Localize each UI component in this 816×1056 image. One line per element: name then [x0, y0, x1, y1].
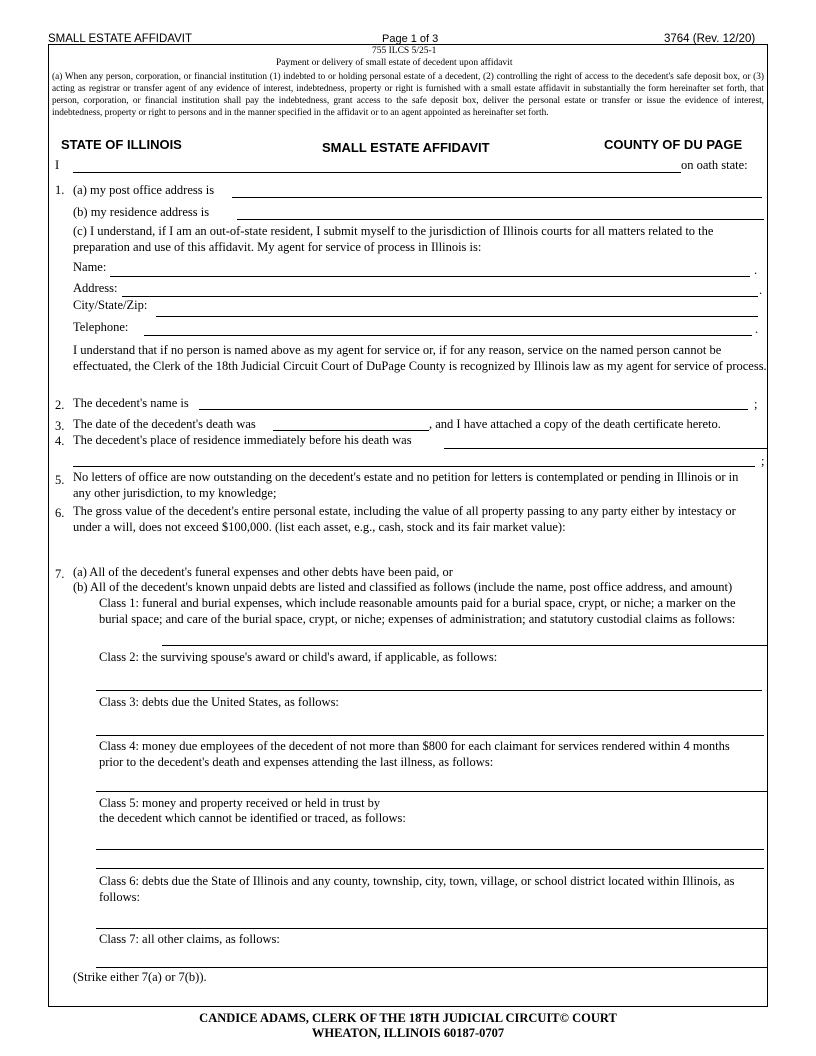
death-certificate-statement: , and I have attached a copy of the death certificate hereto.: [429, 417, 721, 431]
residence-at-death-field[interactable]: [444, 448, 768, 449]
agent-address-period: .: [759, 283, 763, 297]
intro-text: (a) When any person, corporation, or financial institution (1) indebted to or holding personal estate of a decedent, (2) controlling the right of access to the decedent's safe deposit box, or (3) acting as registrar or transfer agent of any evidence of interest, indebtedness, property or right is furnished with a small estate affidavit in substantially the form hereinafter set forth, that person, corporation, or financial institution shall pay the indebtedness, grant access to the safe deposit box, deliver the personal estate or transfer or issue the evidence of interest, indebtedness, property or right to persons and in the manner specified in the affidavit or to an agent appointed as hereinafter set forth.: [52, 72, 764, 118]
death-date-label: The date of the decedent's death was: [73, 417, 256, 431]
class-3-label: Class 3: debts due the United States, as follows:: [99, 695, 339, 709]
class-5-field-2[interactable]: [96, 868, 764, 869]
out-of-state-statement: (c) I understand, if I am an out-of-state resident, I submit myself to the jurisdiction of Illinois courts for all matters related to the preparation and use of this affidavit. My agent for service of process in Illinois is:: [73, 224, 714, 254]
decedent-name-field[interactable]: [199, 409, 748, 410]
class-5-label: Class 5: money and property received or held in trust by: [99, 796, 381, 810]
item-2-semicolon: ;: [754, 397, 758, 411]
agent-name-label: Name:: [73, 260, 107, 274]
agent-name-period: .: [754, 263, 758, 277]
form-subtitle: Payment or delivery of small estate of decedent upon affidavit: [276, 58, 513, 68]
residence-address-label: (b) my residence address is: [73, 205, 210, 219]
class-6-label: Class 6: debts due the State of Illinois and any county, township, city, town, village, or school district located within Illinois, as follows:: [99, 874, 735, 904]
class-3-field[interactable]: [96, 735, 764, 736]
footer-address: WHEATON, ILLINOIS 60187-0707: [311, 1026, 505, 1040]
form-title: SMALL ESTATE AFFIDAVIT: [48, 33, 192, 45]
statute-citation: 755 ILCS 5/25-1: [372, 46, 437, 56]
class-7-field[interactable]: [96, 967, 768, 968]
decedent-name-label: The decedent's name is: [73, 396, 189, 410]
affiant-name-field[interactable]: [73, 172, 681, 173]
item-2-number: 2.: [55, 398, 65, 412]
agent-address-field[interactable]: [122, 296, 758, 297]
affidavit-heading: SMALL ESTATE AFFIDAVIT: [322, 140, 490, 155]
oath-prefix: I: [55, 158, 60, 172]
class-7-label: Class 7: all other claims, as follows:: [99, 932, 280, 946]
oath-suffix: on oath state:: [681, 158, 748, 172]
no-letters-statement: No letters of office are now outstanding on the decedent's estate and no petition for letters is contemplated or pending in Illinois or in any other jurisdiction, to my knowledge;: [73, 470, 739, 500]
agent-understanding-statement: I understand that if no person is named above as my agent for service or, if for any reason, service on the named person cannot be effectuated, the Clerk of the 18th Judicial Circuit Court of DuPage County is recognized by Illinois law as my agent for service of process.: [73, 343, 767, 373]
state-caption: STATE OF ILLINOIS: [61, 137, 182, 152]
agent-city-state-zip-field[interactable]: [156, 316, 758, 317]
class-6-field[interactable]: [96, 928, 768, 929]
footer-clerk: CANDICE ADAMS, CLERK OF THE 18TH JUDICIAL CIRCUIT© COURT: [199, 1011, 617, 1025]
class-1-field[interactable]: [162, 645, 768, 646]
residence-address-field[interactable]: [237, 219, 764, 220]
agent-telephone-label: Telephone:: [73, 320, 129, 334]
county-caption: COUNTY OF DU PAGE: [604, 137, 743, 152]
post-office-address-label: (a) my post office address is: [73, 183, 215, 197]
gross-value-statement: The gross value of the decedent's entire personal estate, including the value of all property passing to any party either by intestacy or under a will, does not exceed $100,000. (list each asset, e.g., cash, stock and its fair market value):: [73, 504, 736, 534]
class-4-label: Class 4: money due employees of the decedent of not more than $800 for each claimant for services rendered within 4 months prior to the decedent's death and expenses attending the last illness, as follows:: [99, 739, 730, 769]
agent-name-field[interactable]: [110, 276, 750, 277]
strike-instruction: (Strike either 7(a) or 7(b)).: [73, 970, 207, 984]
item-3-number: 3.: [55, 419, 65, 433]
agent-telephone-field[interactable]: [144, 335, 752, 336]
class-4-field[interactable]: [96, 791, 768, 792]
debts-paid-option: (a) All of the decedent's funeral expenses and other debts have been paid, or: [73, 565, 453, 579]
item-1-number: 1.: [55, 183, 65, 197]
item-4-number: 4.: [55, 434, 65, 448]
agent-address-label: Address:: [73, 281, 118, 295]
class-1-label: Class 1: funeral and burial expenses, which include reasonable amounts paid for a burial space, crypt, or niche; a marker on the burial space; and care of the burial space, crypt, or niche; expenses of administration; and statutory custodial claims as follows:: [99, 596, 736, 626]
item-5-number: 5.: [55, 473, 65, 487]
residence-at-death-field-2[interactable]: [73, 466, 755, 467]
form-number: 3764 (Rev. 12/20): [664, 33, 756, 45]
class-2-field[interactable]: [96, 690, 762, 691]
agent-telephone-period: .: [755, 322, 759, 336]
class-5-label-continued: the decedent which cannot be identified or traced, as follows:: [99, 811, 406, 825]
class-5-field[interactable]: [96, 849, 764, 850]
residence-at-death-label: The decedent's place of residence immediately before his death was: [73, 433, 412, 447]
item-4-semicolon: ;: [761, 454, 765, 468]
agent-city-state-zip-label: City/State/Zip:: [73, 298, 148, 312]
death-date-field[interactable]: [273, 430, 429, 431]
item-6-number: 6.: [55, 506, 65, 520]
page-indicator: Page 1 of 3: [382, 33, 439, 45]
class-2-label: Class 2: the surviving spouse's award or child's award, if applicable, as follows:: [99, 650, 498, 664]
item-7-number: 7.: [55, 567, 65, 581]
debts-unpaid-option: (b) All of the decedent's known unpaid debts are listed and classified as follows (include the name, post office address, and amount): [73, 580, 733, 594]
post-office-address-field[interactable]: [232, 197, 762, 198]
